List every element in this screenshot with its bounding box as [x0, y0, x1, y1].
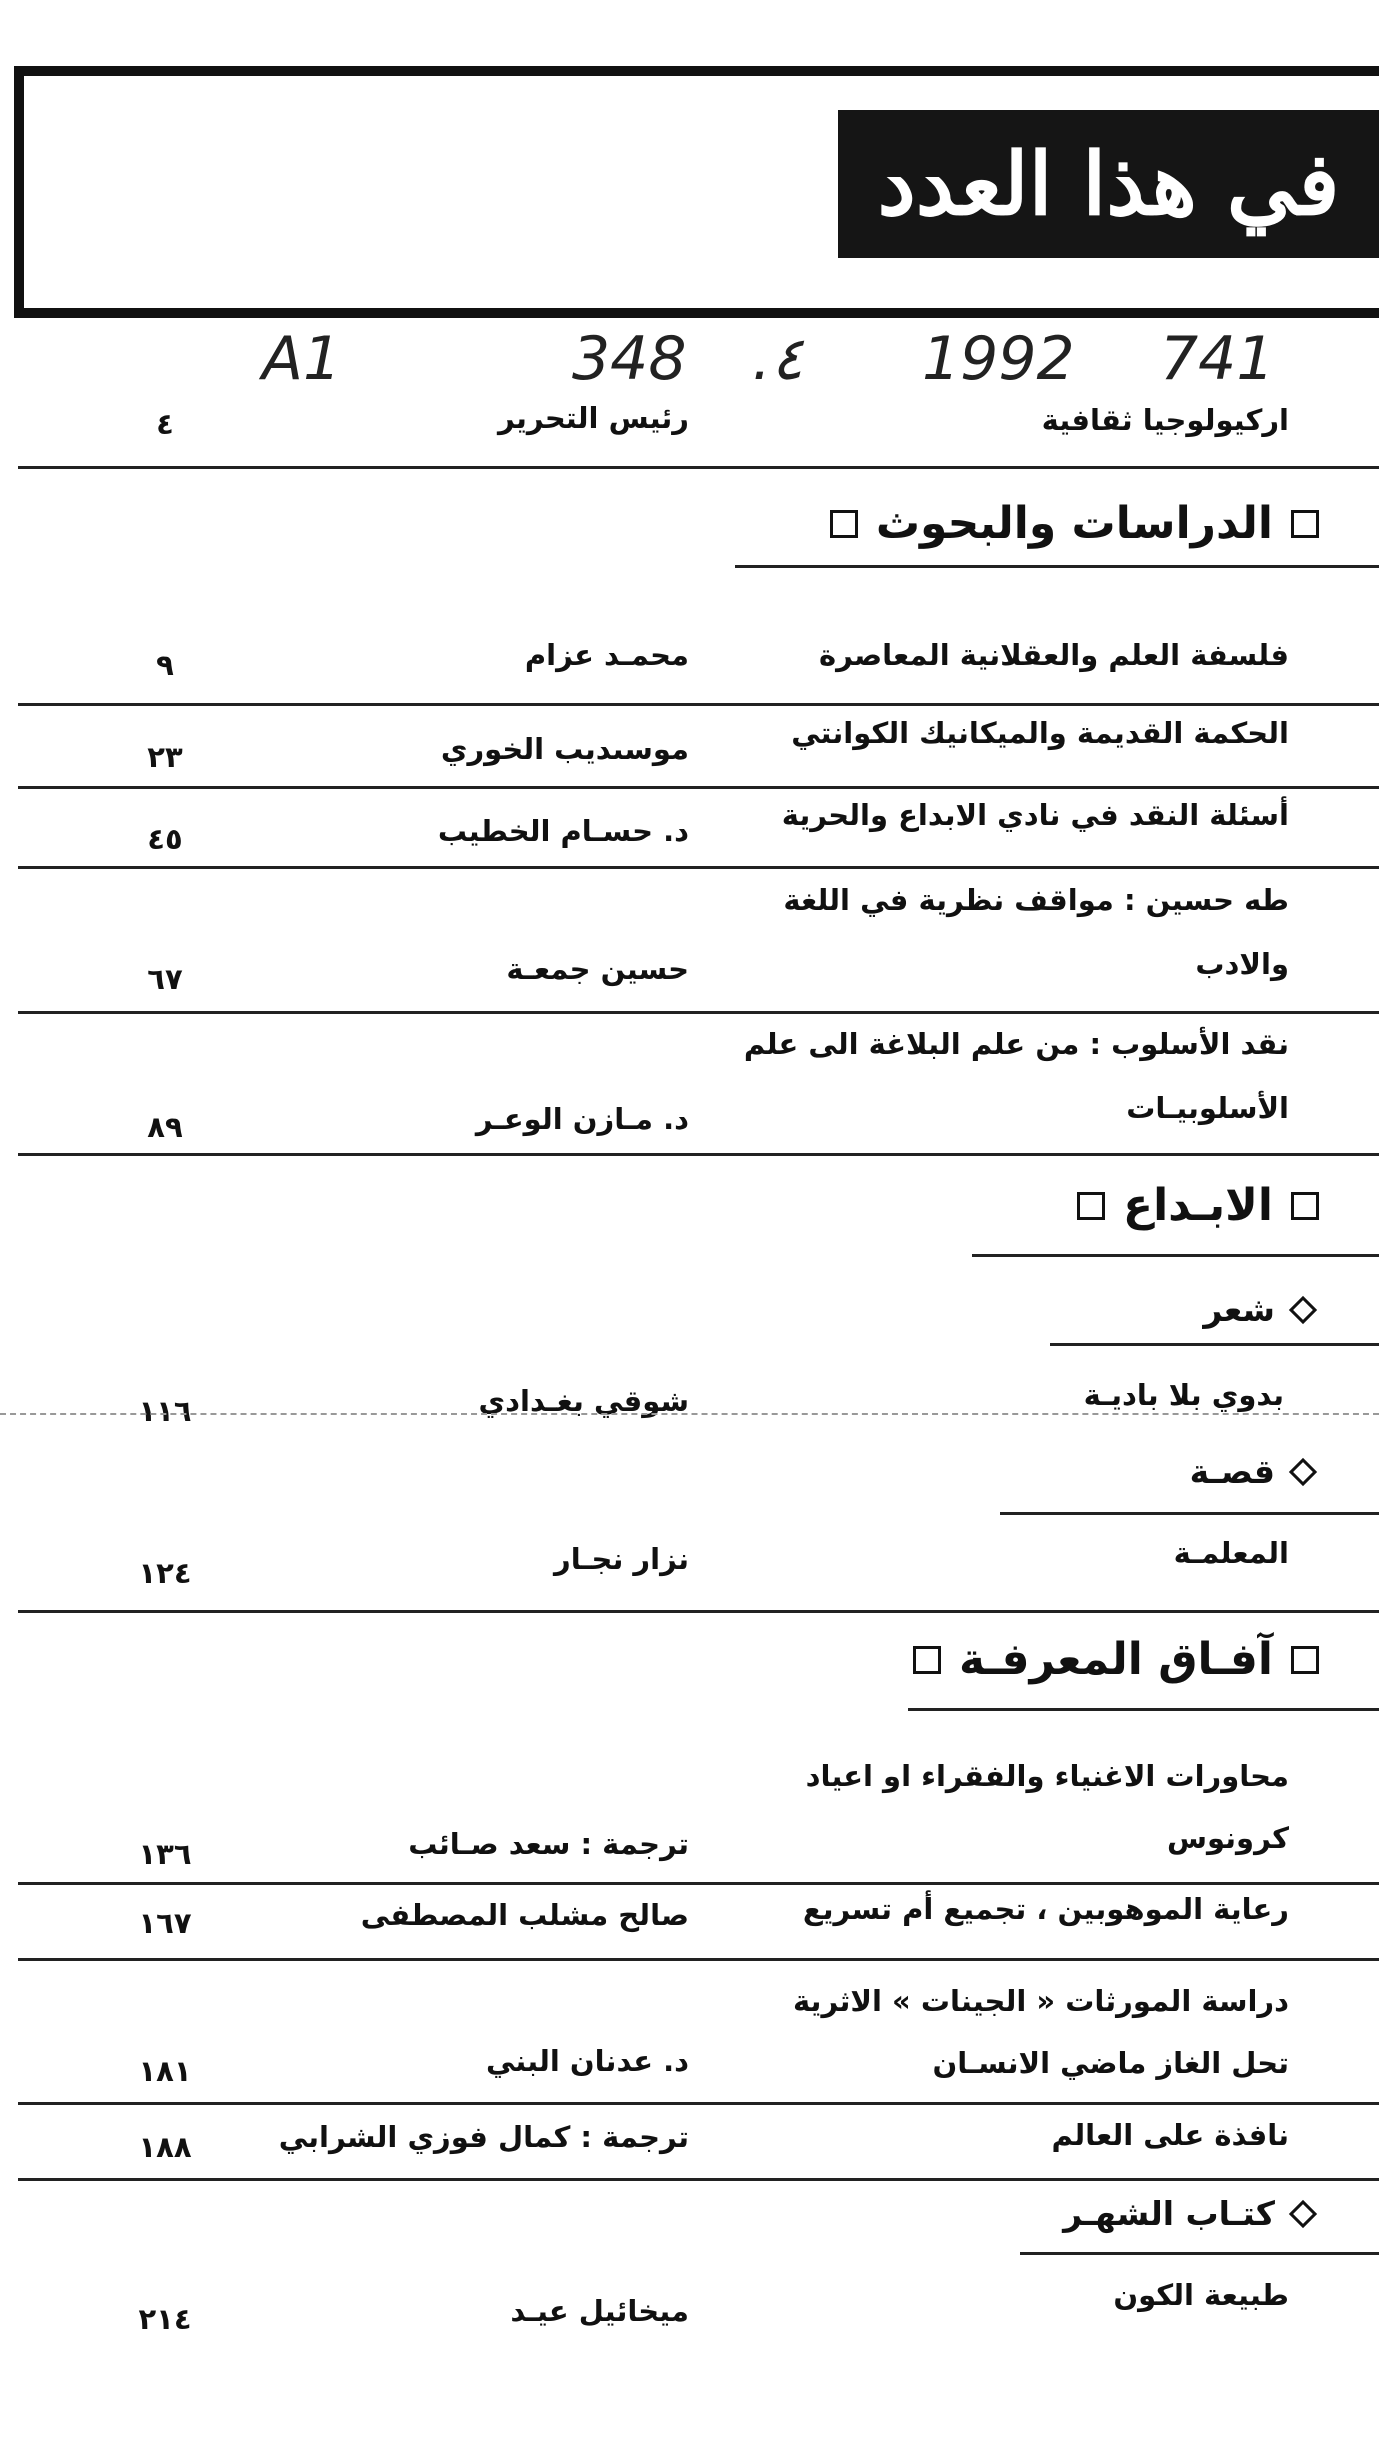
toc-author: د. عدنان البني: [485, 2044, 689, 2078]
square-icon: [1291, 1646, 1319, 1674]
handwritten-note: 741: [1160, 324, 1275, 394]
handwritten-note: A1: [262, 324, 342, 394]
section-label: آفـاق المعرفـة: [959, 1634, 1273, 1685]
toc-author: ترجمة : سعد صـائب: [408, 1827, 689, 1861]
square-icon: [1291, 1192, 1319, 1220]
handwritten-note: 348: [572, 324, 687, 394]
handwritten-note: 1992: [922, 324, 1075, 394]
divider: [1000, 1512, 1379, 1515]
toc-page: ٤: [156, 407, 174, 441]
toc-page: ٨٩: [147, 1110, 183, 1144]
divider: [18, 703, 1379, 706]
diamond-icon: [1289, 1457, 1317, 1485]
divider: [18, 466, 1379, 469]
subsection-label: قصـة: [1189, 1452, 1275, 1491]
divider: [18, 2102, 1379, 2105]
toc-author: رئيس التحرير: [497, 401, 689, 435]
toc-title: محاورات الاغنياء والفقراء او اعياد كرونوس: [805, 1759, 1289, 1855]
toc-title: بدوي بلا باديـة: [1083, 1378, 1284, 1412]
toc-author: حسين جمعـة: [506, 952, 689, 986]
toc-page: ١١٦: [138, 1394, 192, 1428]
subsection-label: كتـاب الشهـر: [1063, 2194, 1275, 2233]
toc-author: د. حسـام الخطيب: [437, 814, 689, 848]
section-label: الدراسات والبحوث: [875, 498, 1273, 549]
subsection-heading: [1203, 1290, 1319, 1329]
subsection-label: شعر: [1203, 1290, 1275, 1329]
square-icon: [1077, 1192, 1105, 1220]
toc-title: رعاية الموهوبين ، تجميع أم تسريع: [802, 1892, 1289, 1926]
toc-author: موسىديب الخوري: [440, 732, 689, 766]
divider: [908, 1708, 1379, 1711]
toc-title: فلسفة العلم والعقلانية المعاصرة: [818, 638, 1289, 672]
divider: [18, 1958, 1379, 1961]
toc-page: ٩: [156, 648, 174, 682]
divider: [735, 565, 1379, 568]
section-heading: [1077, 1180, 1319, 1231]
page-title: في هذا العدد: [838, 110, 1379, 258]
diamond-icon: [1289, 1295, 1317, 1323]
square-icon: [830, 510, 858, 538]
toc-author: صالح مشلب المصطفى: [360, 1898, 689, 1932]
scan-artifact-line: [0, 1413, 1379, 1415]
toc-title: أسئلة النقد في نادي الابداع والحرية: [781, 798, 1289, 832]
toc-author: محمـد عزام: [524, 638, 689, 672]
divider: [18, 2178, 1379, 2181]
toc-title: نافذة على العالم: [1051, 2118, 1289, 2152]
toc-title: طه حسين : مواقف نظرية في اللغة والادب: [783, 883, 1289, 981]
handwritten-note: .٤: [752, 324, 804, 394]
toc-page: ٦٧: [147, 962, 183, 996]
toc-title: نقد الأسلوب : من علم البلاغة الى علم الأسلوبيـات: [743, 1027, 1289, 1125]
divider: [18, 1610, 1379, 1613]
section-heading: [913, 1634, 1319, 1685]
toc-page: ١٨١: [138, 2054, 192, 2088]
divider: [18, 1153, 1379, 1156]
toc-page: ١٦٧: [138, 1906, 192, 1940]
square-icon: [1291, 510, 1319, 538]
toc-author: نزار نجـار: [554, 1542, 689, 1576]
toc-author: ترجمة : كمال فوزي الشرابي: [278, 2120, 689, 2154]
divider: [972, 1254, 1379, 1257]
section-label: الابـداع: [1123, 1180, 1273, 1231]
subsection-heading: [1063, 2194, 1319, 2233]
diamond-icon: [1289, 2199, 1317, 2227]
toc-title: اركيولوجيا ثقافية: [1041, 403, 1289, 437]
toc-author: ميخائيل عيـد: [510, 2294, 689, 2328]
toc-page: ٢١٤: [138, 2302, 192, 2336]
toc-page: ١٨٨: [138, 2130, 192, 2164]
toc-title: الحكمة القديمة والميكانيك الكوانتي: [791, 716, 1289, 750]
toc-title: المعلمـة: [1173, 1536, 1289, 1570]
divider: [1050, 1343, 1379, 1346]
toc-title: دراسة المورثات « الجينات » الاثرية تحل الغاز ماضي الانسـان: [792, 1984, 1289, 2080]
divider: [1020, 2252, 1379, 2255]
toc-author: شوقي بغـدادي: [478, 1384, 689, 1418]
toc-title: طبيعة الكون: [1113, 2278, 1289, 2312]
toc-page: ٤٥: [147, 822, 183, 856]
divider: [18, 786, 1379, 789]
toc-author: د. مـازن الوعـر: [475, 1102, 689, 1136]
section-heading: [830, 498, 1319, 549]
toc-page: ١٢٤: [138, 1556, 192, 1590]
toc-page: ٢٣: [147, 740, 183, 774]
toc-page: ١٣٦: [138, 1837, 192, 1871]
square-icon: [913, 1646, 941, 1674]
subsection-heading: [1190, 1452, 1319, 1491]
